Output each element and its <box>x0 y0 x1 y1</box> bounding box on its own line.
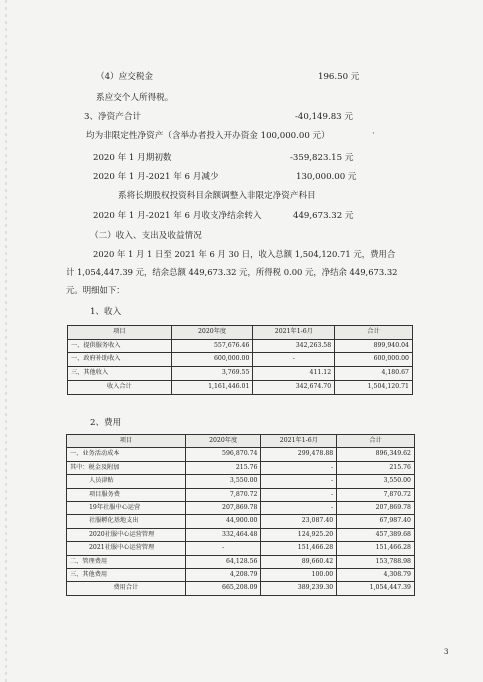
cell-2021h1: - <box>261 488 337 501</box>
cell-2020: 3,550.00 <box>185 475 261 488</box>
cell-2021h1: - <box>261 502 337 515</box>
table-row <box>67 461 415 474</box>
cell-2021h1: 124,925.20 <box>261 528 337 541</box>
row-label: 19年社服中心运营 <box>67 502 186 515</box>
table-row <box>67 528 415 541</box>
summary-line-3: 元。明细如下： <box>66 285 125 295</box>
transfer-label: 2020 年 1 月-2021 年 6 月收支净结余转入 <box>93 211 262 221</box>
expense-header-row <box>67 435 415 448</box>
row-label: 费用合计 <box>67 582 186 595</box>
row-label: 一、政府补助收入 <box>68 353 172 367</box>
cell-2020: 665,208.09 <box>185 582 261 595</box>
row-label: 社服孵化基地支出 <box>67 515 186 528</box>
reduce-note: 系将长期股权投资科目余额调整入非限定净资产科目 <box>118 191 316 201</box>
table-row <box>67 515 415 528</box>
cell-total: 4,180.67 <box>335 367 413 381</box>
cell-2020: 207,869.78 <box>185 502 261 515</box>
col-header-item: 项目 <box>67 435 186 448</box>
row-label: 人员津贴 <box>67 475 186 488</box>
col-header-2020: 2020年度 <box>185 435 261 448</box>
transfer-value: 449,673.32 元 <box>293 211 354 221</box>
table-row <box>68 367 413 381</box>
section-heading: （二）收入、支出及收益情况 <box>90 231 202 241</box>
cell-2020: - <box>185 542 261 555</box>
income-header-row <box>68 326 413 340</box>
cell-2021h1: 100.00 <box>261 569 337 582</box>
reduce-value: 130,000.00 元 <box>296 172 357 182</box>
table-row <box>67 488 415 501</box>
cell-total: 4,308.79 <box>337 569 415 582</box>
stray-mark: · <box>372 129 375 139</box>
table-row <box>67 542 415 555</box>
tax-label: （4）应交税金 <box>96 72 154 82</box>
netassets-label: 3、净资产合计 <box>84 112 142 122</box>
cell-total: 207,869.78 <box>337 502 415 515</box>
page-number: 3 <box>444 648 449 656</box>
unrestricted-note: 均为非限定性净资产（含举办者投入开办资金 100,000.00 元） <box>86 131 330 141</box>
expense-heading: 2、费用 <box>90 418 122 428</box>
row-label: 三、其他费用 <box>67 569 186 582</box>
cell-2020: 557,676.46 <box>171 339 253 353</box>
table-row <box>67 569 415 582</box>
cell-total: 151,466.28 <box>337 542 415 555</box>
cell-total: 600,000.00 <box>335 353 413 367</box>
col-header-total: 合计 <box>335 326 413 340</box>
cell-2021h1: 389,239.30 <box>261 582 337 595</box>
table-row <box>67 502 415 515</box>
cell-2021h1: - <box>261 461 337 474</box>
table-row <box>67 475 415 488</box>
cell-total: 1,504,120.71 <box>335 380 413 394</box>
row-label: 收入合计 <box>68 380 172 394</box>
cell-2020: 600,000.00 <box>171 353 253 367</box>
tax-note: 系应交个人所得税。 <box>96 93 174 103</box>
row-label: 一、业务活动成本 <box>67 448 186 461</box>
cell-total: 153,788.98 <box>337 555 415 568</box>
cell-2021h1: 299,478.88 <box>261 448 337 461</box>
table-row <box>67 555 415 568</box>
cell-2021h1: 151,466.28 <box>261 542 337 555</box>
row-label: 二、管理费用 <box>67 555 186 568</box>
income-heading: 1、收入 <box>90 307 122 317</box>
row-label: 2021社服中心运营管理 <box>67 542 186 555</box>
col-header-2020: 2020年度 <box>171 326 253 340</box>
cell-2021h1: 23,087.40 <box>261 515 337 528</box>
cell-2020: 3,769.55 <box>171 367 253 381</box>
tax-value: 196.50 元 <box>318 72 360 82</box>
col-header-2021h1: 2021年1-6月 <box>261 435 337 448</box>
total-row <box>68 380 413 394</box>
cell-total: 896,349.62 <box>337 448 415 461</box>
row-label: 三、其他收入 <box>68 367 172 381</box>
col-header-total: 合计 <box>337 435 415 448</box>
cell-2021h1: - <box>253 353 335 367</box>
jan2020-value: -359,823.15 元 <box>290 153 354 163</box>
cell-2021h1: 342,263.58 <box>253 339 335 353</box>
cell-total: 7,870.72 <box>337 488 415 501</box>
reduce-label: 2020 年 1 月-2021 年 6 月减少 <box>93 172 219 182</box>
table-row <box>68 353 413 367</box>
cell-2020: 4,208.79 <box>185 569 261 582</box>
cell-total: 3,550.00 <box>337 475 415 488</box>
cell-2021h1: - <box>261 475 337 488</box>
summary-line-1: 2020 年 1 月 1 日至 2021 年 6 月 30 日，收入总额 1,504,120.71 元，费用合 <box>93 249 396 259</box>
table-row <box>68 339 413 353</box>
total-row <box>67 582 415 595</box>
income-table <box>67 325 413 395</box>
cell-2021h1: 342,674.70 <box>253 380 335 394</box>
binding-edge <box>5 0 7 682</box>
cell-2020: 332,464.48 <box>185 528 261 541</box>
row-label: 其中：税金及附加 <box>67 461 186 474</box>
expense-table <box>66 434 415 596</box>
cell-2021h1: 411.12 <box>253 367 335 381</box>
col-header-2021h1: 2021年1-6月 <box>253 326 335 340</box>
cell-total: 67,987.40 <box>337 515 415 528</box>
cell-2020: 44,900.00 <box>185 515 261 528</box>
cell-total: 215.76 <box>337 461 415 474</box>
summary-line-2: 计 1,054,447.39 元，结余总额 449,673.32 元，所得税 0.00 元，净结余 449,673.32 <box>66 267 398 277</box>
col-header-item: 项目 <box>68 326 172 340</box>
cell-total: 1,054,447.39 <box>337 582 415 595</box>
row-label: 项目服务费 <box>67 488 186 501</box>
cell-2021h1: 89,660.42 <box>261 555 337 568</box>
table-row <box>67 448 415 461</box>
netassets-value: -40,149.83 元 <box>295 112 353 122</box>
cell-total: 457,389.68 <box>337 528 415 541</box>
cell-total: 899,940.04 <box>335 339 413 353</box>
cell-2020: 1,161,446.01 <box>171 380 253 394</box>
row-label: 2020社服中心运营管理 <box>67 528 186 541</box>
cell-2020: 64,128.56 <box>185 555 261 568</box>
cell-2020: 215.76 <box>185 461 261 474</box>
row-label: 一、提供服务收入 <box>68 339 172 353</box>
cell-2020: 596,870.74 <box>185 448 261 461</box>
cell-2020: 7,870.72 <box>185 488 261 501</box>
jan2020-label: 2020 年 1 月期初数 <box>93 153 172 163</box>
